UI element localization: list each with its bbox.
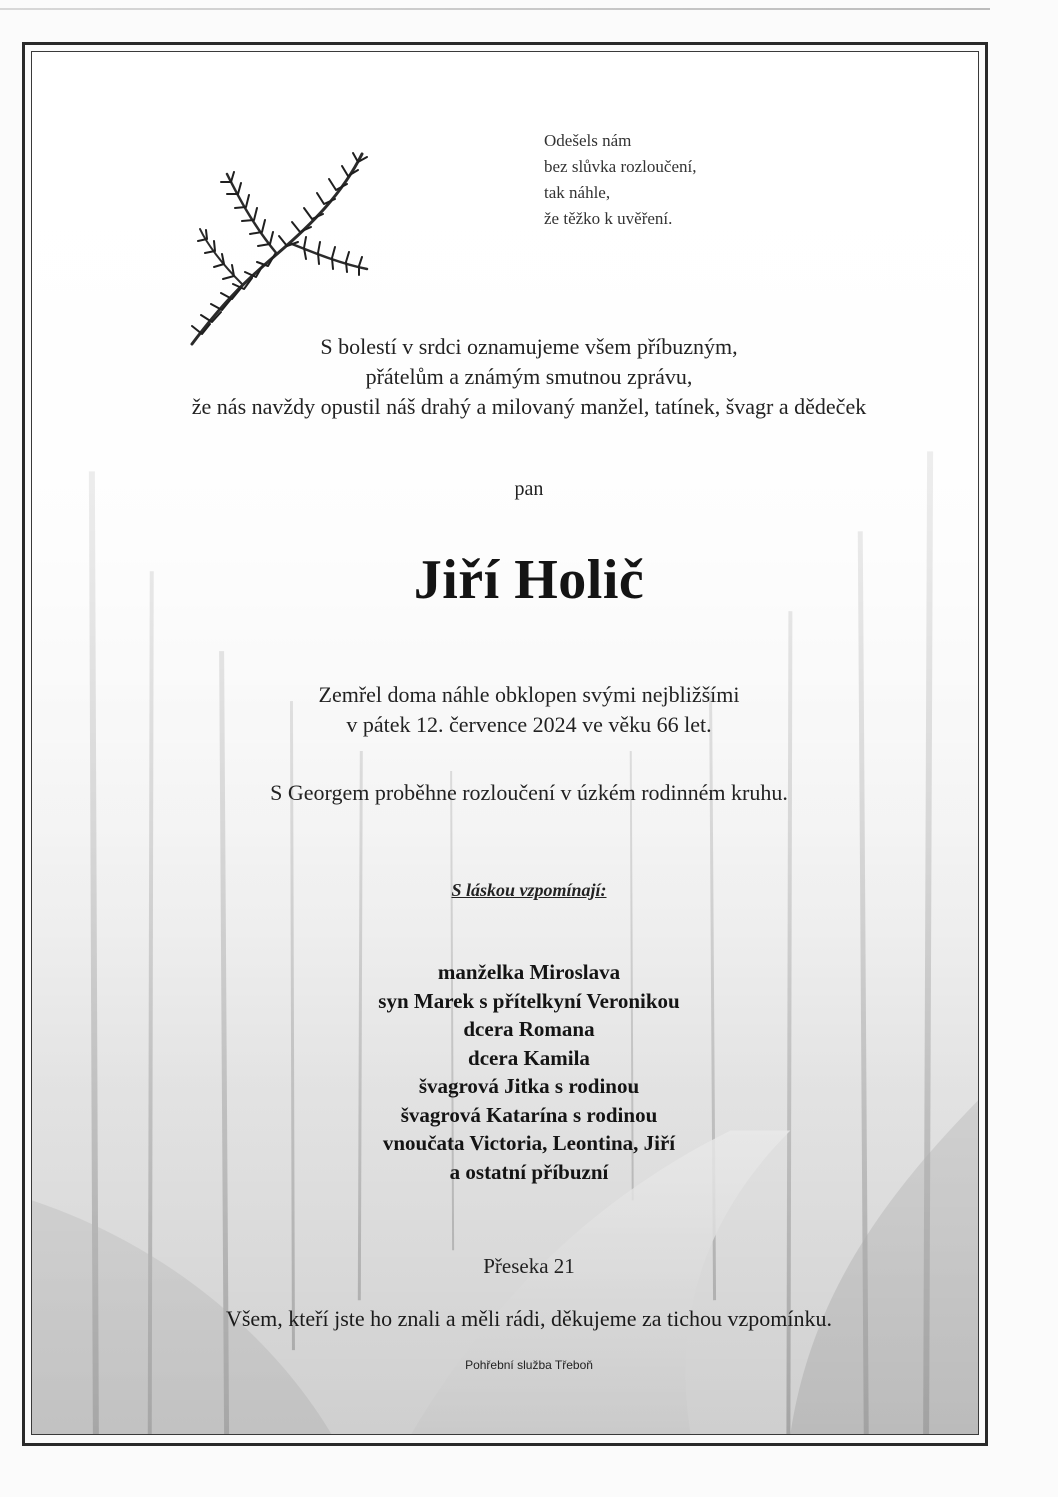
mourners-heading [0,880,1058,901]
death-line: v pátek 12. července 2024 ve věku 66 let. [346,712,712,737]
intro-line: že nás navždy opustil náš drahý a milovaný manžel, tatínek, švagr a dědeček [191,394,867,419]
inner-frame [31,51,979,1435]
deceased-name: Jiří Holič [413,549,645,611]
address: Přeseka 21 [483,1254,575,1278]
mourner-item: dcera Romana [463,1017,595,1041]
mourners-list [0,958,1058,1186]
farewell-note: S Georgem proběhne rozloučení v úzkém rodinném kruhu. [270,780,788,805]
mourner-item: manželka Miroslava [437,960,621,984]
scan-edge-line [0,8,990,10]
title-prefix: pan [514,478,544,500]
mourner-item: syn Marek s přítelkyní Veronikou [378,988,680,1013]
intro-line: přátelům a známým smutnou zprávu, [365,364,693,389]
misty-forest-path-background [32,52,978,1434]
death-details [0,680,1058,740]
funeral-service-name: Pohřební služba Třeboň [465,1358,593,1372]
thanks-note: Všem, kteří jste ho znali a měli rádi, děkujeme za tichou vzpomínku. [225,1306,833,1331]
poem-verse [544,128,696,232]
announcement-intro [0,332,1058,422]
poem-line: bez slůvka rozloučení, [544,157,697,176]
mourner-item: dcera Kamila [468,1045,590,1070]
poem-line: Odešels nám [544,131,632,150]
mourner-item: švagrová Katarína s rodinou [400,1102,658,1127]
spruce-branch-icon [182,144,382,354]
mourners-heading-text: S láskou vzpomínají: [451,880,607,900]
mourner-item: vnoučata Victoria, Leontina, Jiří [382,1131,676,1155]
intro-line: S bolestí v srdci oznamujeme všem příbuzným, [320,334,738,359]
death-line: Zemřel doma náhle obklopen svými nejbližšími [318,682,740,707]
poem-line: tak náhle, [544,183,611,202]
mourner-item: a ostatní příbuzní [449,1159,609,1184]
mourner-item: švagrová Jitka s rodinou [418,1074,640,1098]
poem-line: že těžko k uvěření. [544,209,673,228]
